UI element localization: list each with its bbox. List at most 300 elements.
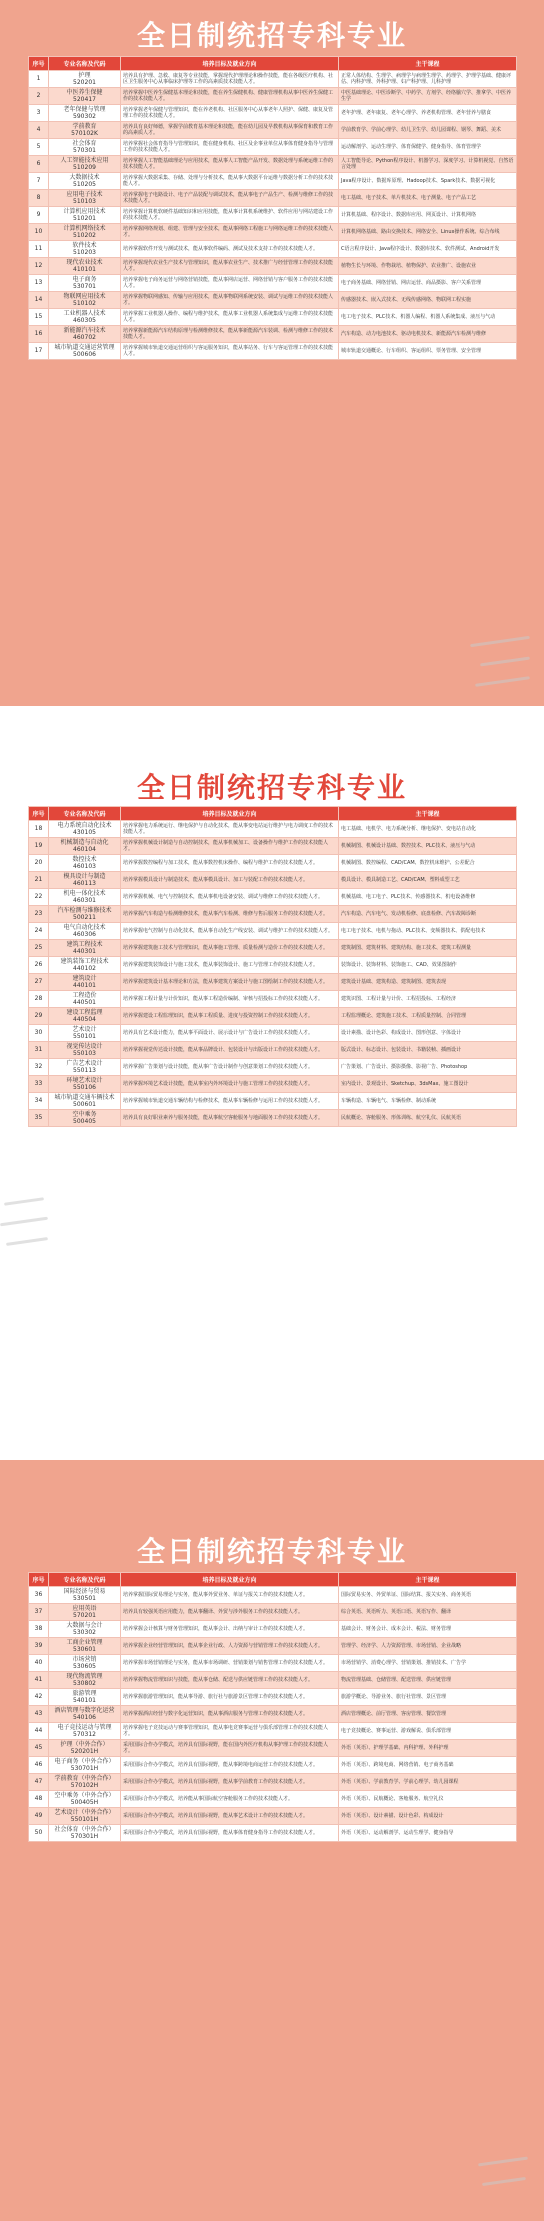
column-header: 专业名称及代码 xyxy=(49,1573,121,1587)
courses-cell: 植物生长与环境、作物栽培、植物保护、农业推广、设施农业 xyxy=(339,258,517,275)
goal-cell: 培养掌握人工智能基础理论与应用技术，能从事人工智能产品开发、数据处理与系统运维工作的技术技能人才。 xyxy=(121,156,339,173)
section-panel-2-body xyxy=(0,760,544,1460)
row-number: 1 xyxy=(29,71,49,88)
courses-cell: 建筑制图、建筑材料、建筑结构、施工技术、建筑工程测量 xyxy=(339,940,517,957)
goal-cell: 培养掌握机械设计制造与自动控制技术，能从事机械加工、设备操作与维护工作的技术技能人才。 xyxy=(121,838,339,855)
row-number: 3 xyxy=(29,105,49,122)
table-row xyxy=(29,258,517,275)
major-cell xyxy=(49,1706,121,1723)
major-name: 环境艺术设计 xyxy=(66,1077,103,1084)
row-number: 11 xyxy=(29,241,49,258)
section-panel-3 xyxy=(0,1460,544,2221)
goal-cell: 培养掌握软件开发与测试技术，能从事软件编码、测试及技术支持工作的技术技能人才。 xyxy=(121,241,339,258)
table-row xyxy=(29,309,517,326)
major-code: 440102 xyxy=(73,965,96,972)
major-cell xyxy=(49,1774,121,1791)
major-code: 460301 xyxy=(73,897,96,904)
major-cell xyxy=(49,974,121,991)
column-header: 专业名称及代码 xyxy=(49,57,121,71)
major-cell xyxy=(49,1672,121,1689)
row-number: 19 xyxy=(29,838,49,855)
table-row xyxy=(29,1723,517,1740)
major-code: 570301H xyxy=(70,1833,99,1840)
goal-cell: 培养掌握新能源汽车结构原理与检测维修技术，能从事新能源汽车装调、检测与维修工作的技术技能人才。 xyxy=(121,326,339,343)
table-row xyxy=(29,275,517,292)
goal-cell: 培养掌握现代农业生产技术与管理知识，能从事农业生产、技术推广与经营管理工作的技术技能人才。 xyxy=(121,258,339,275)
courses-cell: 基础会计、财务会计、成本会计、税法、财务管理 xyxy=(339,1621,517,1638)
section-panel-1 xyxy=(0,0,544,706)
major-name: 新能源汽车技术 xyxy=(63,327,106,334)
major-name: 酒店管理与数字化运营 xyxy=(54,1707,115,1714)
major-name: 大数据技术 xyxy=(69,174,100,181)
courses-cell: 电工基础、电机学、电力系统分析、继电保护、变电站自动化 xyxy=(339,821,517,838)
table-row xyxy=(29,1655,517,1672)
major-name: 工商企业管理 xyxy=(66,1639,103,1646)
courses-cell: 物流管理基础、仓储管理、配送管理、供应链管理 xyxy=(339,1672,517,1689)
major-code: 530302 xyxy=(73,1629,96,1636)
goal-cell: 培养掌握大数据采集、存储、处理与分析技术，能从事大数据平台运维与数据分析工作的技术技能人才。 xyxy=(121,173,339,190)
major-cell xyxy=(49,1025,121,1042)
major-cell xyxy=(49,855,121,872)
major-name: 国际经济与贸易 xyxy=(63,1588,106,1595)
goal-cell: 采用国际合作办学模式，培养具有国际视野，能从事学前教育工作的技术技能人才。 xyxy=(121,1774,339,1791)
table-row xyxy=(29,906,517,923)
major-cell xyxy=(49,275,121,292)
row-number: 9 xyxy=(29,207,49,224)
major-name: 学前教育（中外合作） xyxy=(54,1775,115,1782)
courses-cell: C语言程序设计、Java程序设计、数据库技术、软件测试、Android开发 xyxy=(339,241,517,258)
row-number: 17 xyxy=(29,343,49,360)
courses-cell: 电子竞技概论、赛事运营、游戏解说、俱乐部管理 xyxy=(339,1723,517,1740)
row-number: 20 xyxy=(29,855,49,872)
goal-cell: 培养掌握建筑装饰设计与施工技术，能从事装饰设计、施工与管理工作的技术技能人才。 xyxy=(121,957,339,974)
major-code: 510202 xyxy=(73,232,96,239)
row-number: 22 xyxy=(29,889,49,906)
table-row xyxy=(29,1587,517,1604)
row-number: 48 xyxy=(29,1791,49,1808)
major-code: 530701H xyxy=(70,1765,99,1772)
row-number: 29 xyxy=(29,1008,49,1025)
major-name: 模具设计与制造 xyxy=(63,873,106,880)
courses-cell: 机械制图、机械设计基础、数控技术、PLC技术、液压与气动 xyxy=(339,838,517,855)
major-cell xyxy=(49,1059,121,1076)
major-cell xyxy=(49,1723,121,1740)
major-name: 数控技术 xyxy=(72,856,97,863)
column-header: 序号 xyxy=(29,807,49,821)
table-row xyxy=(29,940,517,957)
courses-cell: 建筑识图、工程计量与计价、工程招投标、工程经济 xyxy=(339,991,517,1008)
major-cell xyxy=(49,821,121,838)
major-cell xyxy=(49,1008,121,1025)
major-code: 570301 xyxy=(73,147,96,154)
major-cell xyxy=(49,88,121,105)
major-code: 500405 xyxy=(73,1118,96,1125)
courses-cell: 外语（英语）、设计素描、设计色彩、构成设计 xyxy=(339,1808,517,1825)
goal-cell: 培养掌握物流管理知识与技能，能从事仓储、配送与供应链管理工作的技术技能人才。 xyxy=(121,1672,339,1689)
table-row xyxy=(29,139,517,156)
table-row xyxy=(29,122,517,139)
major-cell xyxy=(49,224,121,241)
courses-cell: 旅游学概论、导游业务、旅行社管理、景区管理 xyxy=(339,1689,517,1706)
row-number: 38 xyxy=(29,1621,49,1638)
major-cell xyxy=(49,156,121,173)
major-name: 视觉传达设计 xyxy=(66,1043,103,1050)
major-name: 大数据与会计 xyxy=(66,1622,103,1629)
goal-cell: 采用国际合作办学模式，培养具有国际视野，能从事跨境电商运营工作的技术技能人才。 xyxy=(121,1757,339,1774)
major-code: 550113 xyxy=(73,1067,96,1074)
row-number: 41 xyxy=(29,1672,49,1689)
major-name: 物联网应用技术 xyxy=(63,293,106,300)
row-number: 26 xyxy=(29,957,49,974)
courses-cell: 外语（英语）、护理学基础、内科护理、外科护理 xyxy=(339,1740,517,1757)
table-row xyxy=(29,957,517,974)
courses-cell: 版式设计、标志设计、包装设计、书籍装帧、插画设计 xyxy=(339,1042,517,1059)
major-name: 建筑设计 xyxy=(72,975,97,982)
major-code: 570102H xyxy=(70,1782,99,1789)
row-number: 35 xyxy=(29,1110,49,1127)
table-row xyxy=(29,1791,517,1808)
table-body xyxy=(29,821,517,1127)
courses-cell: 电工电子技术、电机与拖动、PLC技术、变频器技术、供配电技术 xyxy=(339,923,517,940)
major-cell xyxy=(49,889,121,906)
goal-cell: 培养掌握数控编程与加工技术，能从事数控机床操作、编程与维护工作的技术技能人才。 xyxy=(121,855,339,872)
courses-cell: 老年护理、老年康复、老年心理学、养老机构管理、老年营养与膳食 xyxy=(339,105,517,122)
major-code: 530802 xyxy=(73,1680,96,1687)
row-number: 24 xyxy=(29,923,49,940)
major-cell xyxy=(49,1042,121,1059)
major-name: 城市轨道交通车辆技术 xyxy=(54,1094,115,1101)
major-cell xyxy=(49,122,121,139)
goal-cell: 培养具有良好职业素养与服务技能，能从事航空客舱服务与地面服务工作的技术技能人才。 xyxy=(121,1110,339,1127)
section-title: 全日制统招专科专业 xyxy=(136,1535,407,1568)
major-cell xyxy=(49,173,121,190)
courses-cell: 机械基础、电工电子、PLC技术、传感器技术、机电设备维修 xyxy=(339,889,517,906)
courses-cell: 工程监理概论、建筑施工技术、工程质量控制、合同管理 xyxy=(339,1008,517,1025)
row-number: 37 xyxy=(29,1604,49,1621)
major-code: 460702 xyxy=(73,334,96,341)
major-code: 590302 xyxy=(73,113,96,120)
row-number: 10 xyxy=(29,224,49,241)
major-code: 550101H xyxy=(70,1816,99,1823)
courses-cell: 运动解剖学、运动生理学、体育保健学、健身指导、体育管理学 xyxy=(339,139,517,156)
row-number: 25 xyxy=(29,940,49,957)
column-header: 培养目标及就业方向 xyxy=(121,57,339,71)
table-row xyxy=(29,1706,517,1723)
major-cell xyxy=(49,1638,121,1655)
table-row xyxy=(29,821,517,838)
goal-cell: 培养掌握老年保健与管理知识，能在养老机构、社区服务中心从事老年人照护、保健、康复及管理工作的技术技能人才。 xyxy=(121,105,339,122)
column-header: 专业名称及代码 xyxy=(49,807,121,821)
goal-cell: 采用国际合作办学模式，培养具有国际视野，能从事体育健身指导工作的技术技能人才。 xyxy=(121,1825,339,1842)
table-row xyxy=(29,1025,517,1042)
row-number: 44 xyxy=(29,1723,49,1740)
goal-cell: 培养掌握市场营销理论与实务，能从事市场调研、营销策划与销售管理工作的技术技能人才。 xyxy=(121,1655,339,1672)
row-number: 21 xyxy=(29,872,49,889)
row-number: 49 xyxy=(29,1808,49,1825)
goal-cell: 培养具有较强英语应用能力，能从事翻译、外贸与涉外服务工作的技术技能人才。 xyxy=(121,1604,339,1621)
major-cell xyxy=(49,1757,121,1774)
major-name: 计算机应用技术 xyxy=(63,208,106,215)
major-name: 学前教育 xyxy=(72,123,97,130)
table-row xyxy=(29,872,517,889)
row-number: 16 xyxy=(29,326,49,343)
courses-cell: 电子商务基础、网络营销、网店运营、商品摄影、客户关系管理 xyxy=(339,275,517,292)
major-code: 510209 xyxy=(73,164,96,171)
courses-cell: 设计素描、设计色彩、构成设计、图形创意、字体设计 xyxy=(339,1025,517,1042)
major-name: 应用英语 xyxy=(72,1605,97,1612)
major-name: 电子竞技运动与管理 xyxy=(57,1724,112,1731)
table-row xyxy=(29,923,517,940)
major-cell xyxy=(49,292,121,309)
major-code: 440301 xyxy=(73,948,96,955)
major-cell xyxy=(49,906,121,923)
table-row xyxy=(29,1808,517,1825)
major-code: 460103 xyxy=(73,863,96,870)
goal-cell: 培养掌握视觉传达设计技能，能从事品牌设计、包装设计与出版设计工作的技术技能人才。 xyxy=(121,1042,339,1059)
goal-cell: 培养掌握会计核算与财务管理知识，能从事会计、出纳与审计工作的技术技能人才。 xyxy=(121,1621,339,1638)
major-code: 540106 xyxy=(73,1714,96,1721)
major-cell xyxy=(49,105,121,122)
row-number: 50 xyxy=(29,1825,49,1842)
goal-cell: 培养掌握旅游管理知识，能从事导游、旅行社与旅游景区管理工作的技术技能人才。 xyxy=(121,1689,339,1706)
major-cell xyxy=(49,1076,121,1093)
goal-cell: 培养掌握电力系统运行、继电保护与自动化技术，能从事变电站运行维护与电力调度工作的技术技能人才。 xyxy=(121,821,339,838)
table-row xyxy=(29,1008,517,1025)
major-name: 汽车检测与维修技术 xyxy=(57,907,112,914)
row-number: 13 xyxy=(29,275,49,292)
goal-cell: 培养掌握城市轨道交通运营组织与客运服务知识，能从事站务、行车与客运管理工作的技术技能人才。 xyxy=(121,343,339,360)
major-code: 510203 xyxy=(73,249,96,256)
row-number: 46 xyxy=(29,1757,49,1774)
courses-cell: 外语（英语）、学前教育学、学前心理学、幼儿园课程 xyxy=(339,1774,517,1791)
major-name: 机电一体化技术 xyxy=(63,890,106,897)
table-row xyxy=(29,1740,517,1757)
courses-cell: 模具设计、模具制造工艺、CAD/CAM、塑料成型工艺 xyxy=(339,872,517,889)
row-number: 6 xyxy=(29,156,49,173)
goal-cell: 培养掌握中医养生保健基本理论和技能，能在养生保健机构、健康管理机构从事中医养生保健工作的技术技能人才。 xyxy=(121,88,339,105)
major-code: 520201 xyxy=(73,79,96,86)
row-number: 36 xyxy=(29,1587,49,1604)
courses-cell: 学前教育学、学前心理学、幼儿卫生学、幼儿园课程、钢琴、舞蹈、美术 xyxy=(339,122,517,139)
major-cell xyxy=(49,71,121,88)
table-row xyxy=(29,1059,517,1076)
row-number: 27 xyxy=(29,974,49,991)
major-code: 510102 xyxy=(73,300,96,307)
major-name: 应用电子技术 xyxy=(66,191,103,198)
courses-cell: 车辆构造、车辆电气、车辆检修、制动系统 xyxy=(339,1093,517,1110)
goal-cell: 培养掌握工业机器人操作、编程与维护技术，能从事工业机器人系统集成与运维工作的技术技能人才。 xyxy=(121,309,339,326)
table-row xyxy=(29,1638,517,1655)
major-code: 570102K xyxy=(71,130,98,137)
courses-cell: 汽车构造、动力电池技术、驱动电机技术、新能源汽车检测与维修 xyxy=(339,326,517,343)
section-title: 全日制统招专科专业 xyxy=(136,771,407,804)
major-code: 440501 xyxy=(73,999,96,1006)
major-code: 530701 xyxy=(73,283,96,290)
major-cell xyxy=(49,1604,121,1621)
goal-cell: 培养掌握汽车构造与检测维修技术，能从事汽车检测、维修与售后服务工作的技术技能人才。 xyxy=(121,906,339,923)
major-name: 市场营销 xyxy=(72,1656,97,1663)
courses-cell: 外语（英语）、民航概论、客舱服务、航空礼仪 xyxy=(339,1791,517,1808)
column-header: 培养目标及就业方向 xyxy=(121,807,339,821)
row-number: 40 xyxy=(29,1655,49,1672)
goal-cell: 培养掌握工程计量与计价知识，能从事工程造价编制、审核与招投标工作的技术技能人才。 xyxy=(121,991,339,1008)
goal-cell: 培养掌握城市轨道交通车辆结构与检修技术，能从事车辆检修与运用工作的技术技能人才。 xyxy=(121,1093,339,1110)
goal-cell: 培养具有护理、急救、康复等专业技能，掌握现代护理理论和操作技能，能在各级医疗机构、社区卫生服务中心从事临床护理等工作的高素质技术技能人才。 xyxy=(121,71,339,88)
row-number: 8 xyxy=(29,190,49,207)
major-code: 500601 xyxy=(73,1101,96,1108)
table-row xyxy=(29,71,517,88)
courses-cell: 正常人体结构、生理学、病理学与病理生理学、药理学、护理学基础、健康评估、内科护理、外科护理、妇产科护理、儿科护理 xyxy=(339,71,517,88)
table-row xyxy=(29,1689,517,1706)
table-row xyxy=(29,105,517,122)
major-name: 现代物流管理 xyxy=(66,1673,103,1680)
table-row xyxy=(29,343,517,360)
major-name: 机械制造与自动化 xyxy=(60,839,109,846)
major-cell xyxy=(49,872,121,889)
major-name: 中医养生保健 xyxy=(66,89,103,96)
major-name: 计算机网络技术 xyxy=(63,225,106,232)
major-code: 410101 xyxy=(73,266,96,273)
goal-cell: 培养掌握国际贸易理论与实务，能从事外贸业务、单证与报关工作的技术技能人才。 xyxy=(121,1587,339,1604)
major-name: 护理 xyxy=(78,72,91,79)
table-row xyxy=(29,974,517,991)
courses-cell: 电工电子技术、PLC技术、机器人编程、机器人系统集成、液压与气动 xyxy=(339,309,517,326)
goal-cell: 采用国际合作办学模式，培养具有国际视野，能在国内外医疗机构从事护理工作的技术技能人才。 xyxy=(121,1740,339,1757)
major-cell xyxy=(49,1808,121,1825)
row-number: 5 xyxy=(29,139,49,156)
major-name: 电子商务 xyxy=(72,276,97,283)
row-number: 42 xyxy=(29,1689,49,1706)
major-name: 建筑工程技术 xyxy=(66,941,103,948)
table-row xyxy=(29,991,517,1008)
major-cell xyxy=(49,923,121,940)
courses-cell: 广告策划、广告设计、摄影摄像、影视广告、Photoshop xyxy=(339,1059,517,1076)
major-code: 440504 xyxy=(73,1016,96,1023)
table-row xyxy=(29,1774,517,1791)
goal-cell: 培养掌握机械、电气与控制技术，能从事机电设备安装、调试与维修工作的技术技能人才。 xyxy=(121,889,339,906)
major-code: 500606 xyxy=(73,351,96,358)
major-code: 520201H xyxy=(70,1748,99,1755)
major-name: 艺术设计（中外合作） xyxy=(54,1809,115,1816)
major-cell xyxy=(49,940,121,957)
courses-cell: 传感器技术、嵌入式技术、无线传感网络、物联网工程实施 xyxy=(339,292,517,309)
column-header: 培养目标及就业方向 xyxy=(121,1573,339,1587)
major-cell xyxy=(49,957,121,974)
major-code: 570312 xyxy=(73,1731,96,1738)
major-name: 社会体育 xyxy=(72,140,97,147)
row-number: 47 xyxy=(29,1774,49,1791)
table-row xyxy=(29,1672,517,1689)
table-row xyxy=(29,1093,517,1110)
row-number: 28 xyxy=(29,991,49,1008)
major-cell xyxy=(49,991,121,1008)
major-name: 电气自动化技术 xyxy=(63,924,106,931)
major-cell xyxy=(49,309,121,326)
courses-cell: 人工智能导论、Python程序设计、机器学习、深度学习、计算机视觉、自然语言处理 xyxy=(339,156,517,173)
table-row xyxy=(29,207,517,224)
row-number: 34 xyxy=(29,1093,49,1110)
table-row xyxy=(29,1076,517,1093)
column-header: 序号 xyxy=(29,57,49,71)
table-header xyxy=(29,807,517,821)
major-code: 540101 xyxy=(73,1697,96,1704)
major-code: 460306 xyxy=(73,931,96,938)
majors-table xyxy=(28,1572,517,1842)
row-number: 43 xyxy=(29,1706,49,1723)
major-name: 软件技术 xyxy=(72,242,97,249)
goal-cell: 培养掌握计算机软硬件基础知识和应用技能，能从事计算机系统维护、软件应用与网站建设工作的技术技能人才。 xyxy=(121,207,339,224)
major-name: 艺术设计 xyxy=(72,1026,97,1033)
major-code: 430105 xyxy=(73,829,96,836)
major-code: 570201 xyxy=(73,1612,96,1619)
goal-cell: 培养掌握网络规划、组建、管理与安全技术，能从事网络工程施工与网络运维工作的技术技能人才。 xyxy=(121,224,339,241)
goal-cell: 培养具有良好师德，掌握学前教育基本理论和技能，能在幼儿园及早教机构从事保育和教育工作的高素质人才。 xyxy=(121,122,339,139)
courses-cell: 中医基础理论、中医诊断学、中药学、方剂学、经络腧穴学、推拿学、中医养生学 xyxy=(339,88,517,105)
major-name: 建设工程监理 xyxy=(66,1009,103,1016)
courses-cell: 综合英语、英语听力、英语口语、英语写作、翻译 xyxy=(339,1604,517,1621)
table-row xyxy=(29,1604,517,1621)
courses-cell: 装饰设计、装饰材料、装饰施工、CAD、效果图制作 xyxy=(339,957,517,974)
courses-cell: 城市轨道交通概论、行车组织、客运组织、票务管理、安全管理 xyxy=(339,343,517,360)
major-name: 广告艺术设计 xyxy=(66,1060,103,1067)
major-code: 510205 xyxy=(73,181,96,188)
table-header xyxy=(29,57,517,71)
column-header: 主干课程 xyxy=(339,807,517,821)
major-cell xyxy=(49,1740,121,1757)
goal-cell: 培养掌握电子电路设计、电子产品装配与调试技术，能从事电子产品生产、检测与维修工作的技术技能人才。 xyxy=(121,190,339,207)
major-name: 建筑装饰工程技术 xyxy=(60,958,109,965)
major-name: 电子商务（中外合作） xyxy=(54,1758,115,1765)
row-number: 12 xyxy=(29,258,49,275)
table-row xyxy=(29,292,517,309)
row-number: 4 xyxy=(29,122,49,139)
major-name: 社会体育（中外合作） xyxy=(54,1826,115,1833)
major-code: 530601 xyxy=(73,1646,96,1653)
major-cell xyxy=(49,1791,121,1808)
major-code: 510201 xyxy=(73,215,96,222)
table-row xyxy=(29,855,517,872)
table-row xyxy=(29,889,517,906)
majors-table xyxy=(28,806,517,1127)
courses-cell: 管理学、经济学、人力资源管理、市场营销、企业战略 xyxy=(339,1638,517,1655)
goal-cell: 培养掌握电子商务运营与网络营销技能，能从事网店运营、网络营销与客户服务工作的技术技能人才。 xyxy=(121,275,339,292)
major-name: 城市轨道交通运营管理 xyxy=(54,344,115,351)
major-name: 空中乘务 xyxy=(72,1111,97,1118)
goal-cell: 培养掌握广告策划与设计技能，能从事广告设计制作与创意策划工作的技术技能人才。 xyxy=(121,1059,339,1076)
courses-cell: 建筑设计基础、建筑构造、建筑制图、建筑表现 xyxy=(339,974,517,991)
major-cell xyxy=(49,343,121,360)
courses-cell: Java程序设计、数据库原理、Hadoop技术、Spark技术、数据可视化 xyxy=(339,173,517,190)
major-name: 电力系统自动化技术 xyxy=(57,822,112,829)
major-cell xyxy=(49,1655,121,1672)
row-number: 39 xyxy=(29,1638,49,1655)
major-cell xyxy=(49,139,121,156)
row-number: 2 xyxy=(29,88,49,105)
majors-table xyxy=(28,56,517,360)
major-code: 530501 xyxy=(73,1595,96,1602)
row-number: 31 xyxy=(29,1042,49,1059)
goal-cell: 采用国际合作办学模式，培养具有国际视野，能从事艺术设计工作的技术技能人才。 xyxy=(121,1808,339,1825)
courses-cell: 计算机网络基础、路由交换技术、网络安全、Linux操作系统、综合布线 xyxy=(339,224,517,241)
major-code: 460305 xyxy=(73,317,96,324)
major-name: 空中乘务（中外合作） xyxy=(54,1792,115,1799)
column-header: 主干课程 xyxy=(339,1573,517,1587)
courses-cell: 计算机基础、程序设计、数据库应用、网页设计、计算机网络 xyxy=(339,207,517,224)
major-name: 现代农业技术 xyxy=(66,259,103,266)
major-code: 550101 xyxy=(73,1033,96,1040)
row-number: 45 xyxy=(29,1740,49,1757)
goal-cell: 培养掌握建筑施工技术与管理知识，能从事施工管理、质量检测与造价工作的技术技能人才。 xyxy=(121,940,339,957)
